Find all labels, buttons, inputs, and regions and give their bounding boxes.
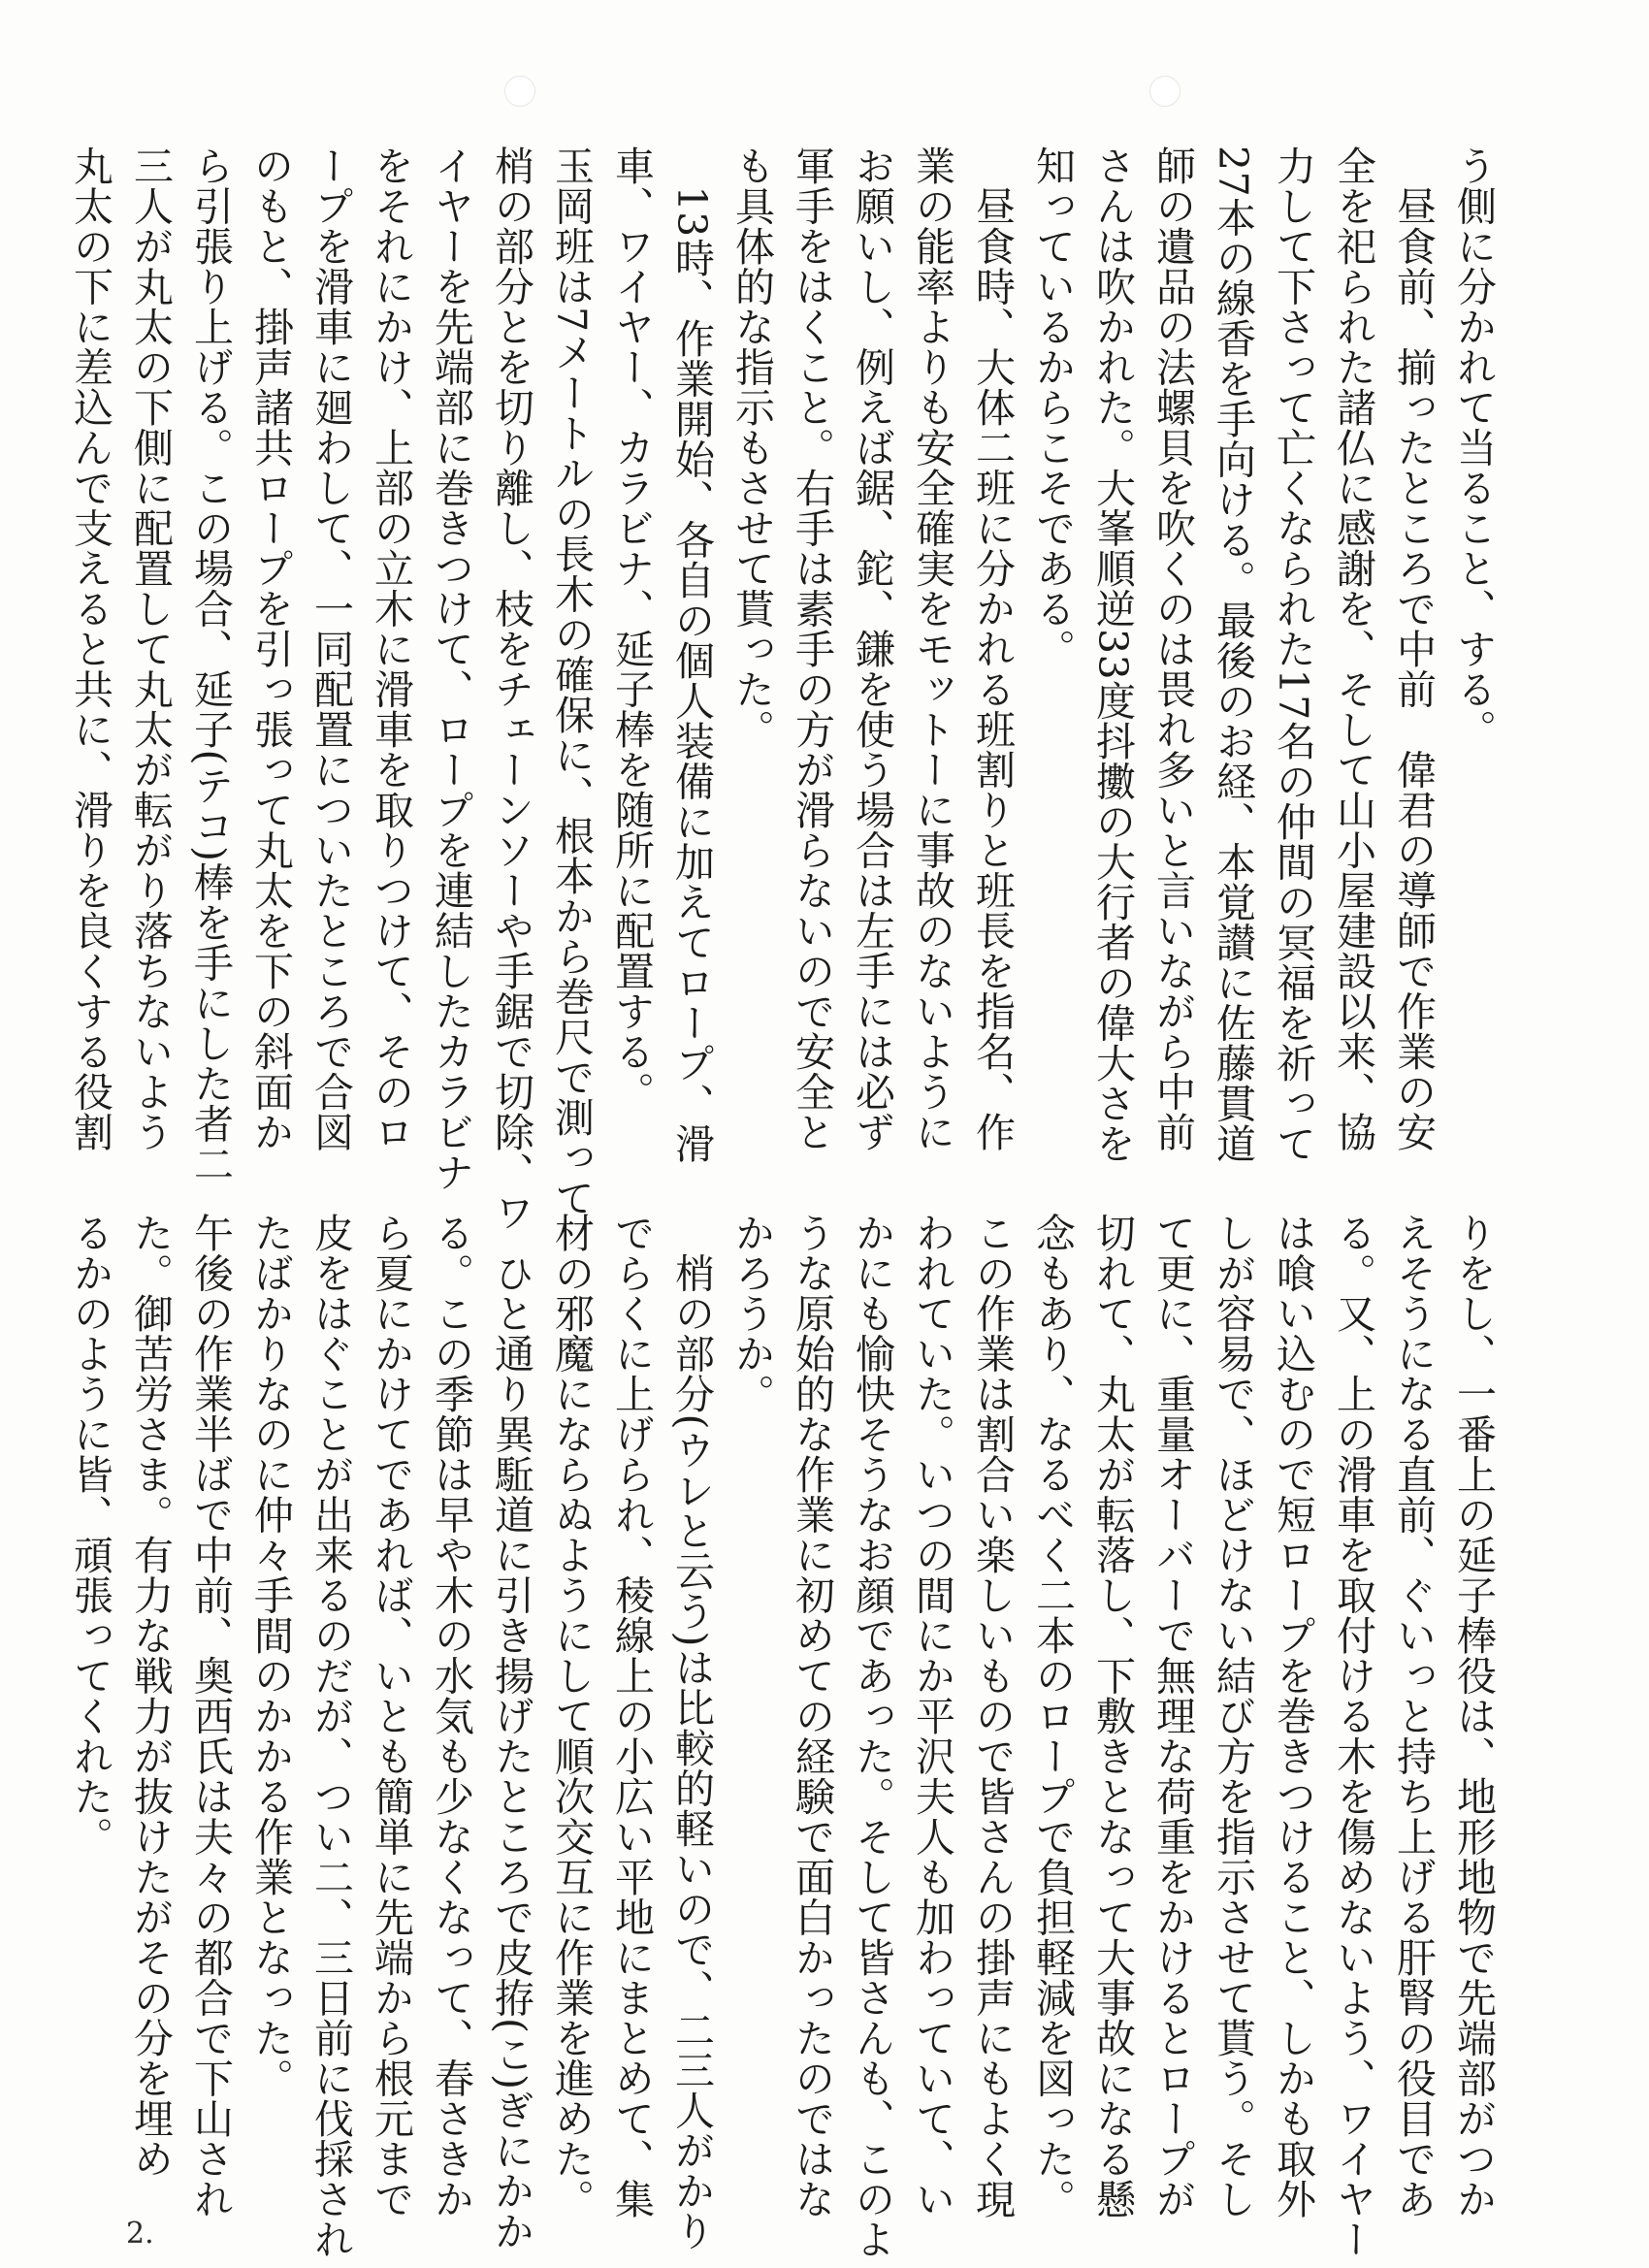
- page-number: 2.: [126, 2217, 154, 2251]
- lower-text-block: りをし、一番上の延子棒役は、地形地物で先端部がつか えそうになる直前、ぐいっと持ち上げる肝腎の役目であ る。又、上の滑車を取付ける木を傷めないよう、ワイヤー は喰い込むので短ロープを巻きつけること、しかも取外 しが容易で、ほどけない結び方を指示させて貰う。そし て更に、重量オーバーで無理な荷重をかけるとロープが 切れて、丸太が転落し、下敷きとなって大事故になる懸 念もあり、なるべく二本のロープで負担軽減を図った。 この作業は割合い楽しいもので皆さんの掛声にもよく現 われていた。いつの間にか平沢夫人も加わっていて、い かにも愉快そうなお顔であった。そして皆さんも、このよ うな原始的な作業に初めての経験で面白かったのではな かろうか。 梢の部分(ウレと云う)は比較的軽いので、二三人がかり でらくに上げられ、稜線上の小広い平地にまとめて、集 材の邪魔にならぬようにして順次交互に作業を進めた。 ひと通り異駈道に引き揚げたところで皮拵(こ)ぎにかか る。この季節は早や木の水気も少なくなって、春さきか ら夏にかけてであれば、いとも簡単に先端から根元まで 皮をはぐことが出来るのだが、つい二、三日前に伐採され たばかりなのに仲々手間のかかる作業となった。 午後の作業半ばで中前、奥西氏は夫々の都合で下山され た。御苦労さま。有力な戦力が抜けたがその分を埋め るかのように皆、頑張ってくれた。: [67, 1213, 1497, 2259]
- upper-text-block: う側に分かれて当ること、する。 昼食前、揃ったところで中前 偉君の導師で作業の安 全を祀られた諸仏に感謝を、そして山小屋建設以来、協 力して下さって亡くなられた17名の仲間の冥福を祈って 27本の線香を手向ける。最後のお経、本覚讃に佐藤貫道 師の遺品の法螺貝を吹くのは畏れ多いと言いながら中前 さんは吹かれた。大峯順逆33度抖擻の大行者の偉大さを 知っているからこそである。 昼食時、大体二班に分かれる班割りと班長を指名、作 業の能率よりも安全確実をモットーに事故のないように お願いし、例えば鋸、鉈、鎌を使う場合は左手には必ず 軍手をはくこと。右手は素手の方が滑らないので安全と も具体的な指示もさせて貰った。 13時、作業開始、各自の個人装備に加えてロープ、滑 車、ワイヤー、カラビナ、延子棒を随所に配置する。 玉岡班は7メートルの長木の確保に、根本から巻尺で測って 梢の部分とを切り離し、枝をチェーンソーや手鋸で切除、ワ イヤーを先端部に巻きつけて、ロープを連結したカラビナ をそれにかけ、上部の立木に滑車を取りつけて、そのロ ープを滑車に廻わして、一同配置についたところで合図 のもと、掛声諸共ロープを引っ張って丸太を下の斜面か ら引張り上げる。この場合、延子(テコ)棒を手にした者二 三人が丸太の下側に配置して丸太が転がり落ちないよう 丸太の下に差込んで支えると共に、滑りを良くする役割: [67, 146, 1497, 1233]
- punch-hole-right: [1149, 76, 1180, 107]
- punch-hole-left: [504, 76, 535, 107]
